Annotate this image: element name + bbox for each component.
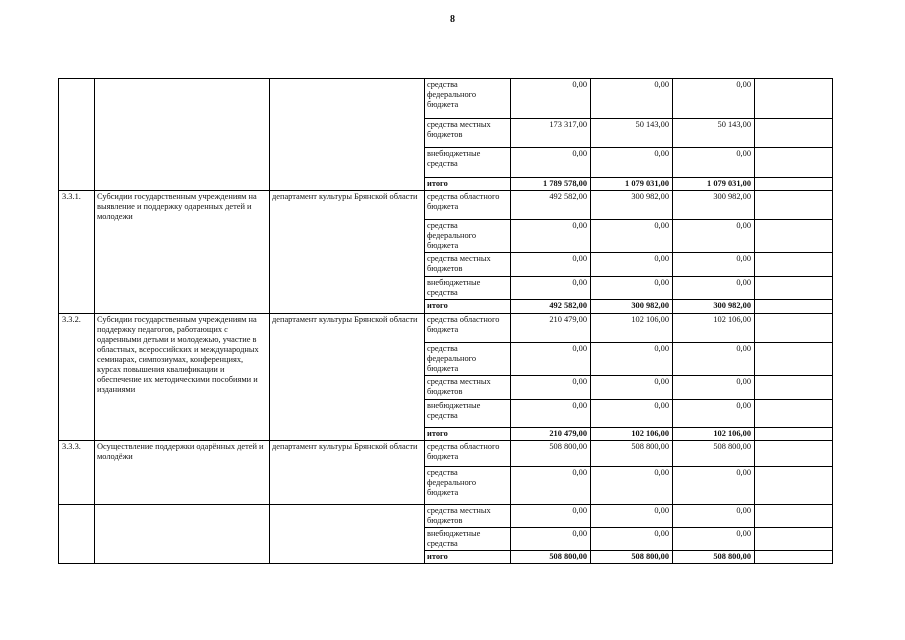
amount-1: 0,00 <box>511 220 591 253</box>
item-executor: департамент культуры Брянской области <box>270 440 425 504</box>
amount-2: 508 800,00 <box>591 440 673 466</box>
amount-1: 0,00 <box>511 148 591 178</box>
funding-source: средства местных бюджетов <box>425 375 511 399</box>
funding-source: средства местных бюджетов <box>425 119 511 148</box>
item-number: 3.3.2. <box>59 313 95 440</box>
total-1: 492 582,00 <box>511 300 591 313</box>
amount-2: 0,00 <box>591 148 673 178</box>
amount-1: 0,00 <box>511 504 591 527</box>
amount-3: 0,00 <box>673 466 755 504</box>
total-3: 1 079 031,00 <box>673 178 755 191</box>
amount-1: 0,00 <box>511 466 591 504</box>
page-number: 8 <box>450 14 455 25</box>
amount-1: 492 582,00 <box>511 191 591 220</box>
funding-source: внебюджетные средства <box>425 277 511 300</box>
table-row <box>59 79 833 119</box>
item-name <box>95 79 270 191</box>
total-label: итого <box>425 551 511 564</box>
funding-source: внебюджетные средства <box>425 399 511 427</box>
amount-2: 0,00 <box>591 504 673 527</box>
table-row <box>59 191 833 220</box>
amount-3: 300 982,00 <box>673 191 755 220</box>
total-label: итого <box>425 300 511 313</box>
amount-2: 102 106,00 <box>591 313 673 342</box>
funding-source: средства местных бюджетов <box>425 253 511 277</box>
total-1: 508 800,00 <box>511 551 591 564</box>
total-label: итого <box>425 427 511 440</box>
funding-source: средства областного бюджета <box>425 191 511 220</box>
empty-cell <box>755 178 833 191</box>
amount-1: 508 800,00 <box>511 440 591 466</box>
item-executor <box>270 79 425 191</box>
amount-1: 0,00 <box>511 399 591 427</box>
amount-3: 0,00 <box>673 342 755 375</box>
amount-2: 0,00 <box>591 528 673 551</box>
funding-source: средства областного бюджета <box>425 440 511 466</box>
item-name: Субсидии государственным учреждениям на выявление и поддержку одаренных детей и молодежи <box>95 191 270 313</box>
amount-2: 0,00 <box>591 466 673 504</box>
amount-3: 0,00 <box>673 399 755 427</box>
total-2: 508 800,00 <box>591 551 673 564</box>
total-2: 300 982,00 <box>591 300 673 313</box>
amount-2: 0,00 <box>591 220 673 253</box>
amount-3: 0,00 <box>673 79 755 119</box>
empty-cell <box>755 220 833 253</box>
budget-table <box>58 78 833 564</box>
amount-2: 0,00 <box>591 342 673 375</box>
amount-3: 0,00 <box>673 220 755 253</box>
funding-source: внебюджетные средства <box>425 528 511 551</box>
empty-cell <box>755 148 833 178</box>
empty-cell <box>755 191 833 220</box>
amount-3: 0,00 <box>673 253 755 277</box>
empty-cell <box>755 300 833 313</box>
total-1: 1 789 578,00 <box>511 178 591 191</box>
amount-2: 0,00 <box>591 79 673 119</box>
item-name: Осуществление поддержки одарённых детей и молодёжи <box>95 440 270 504</box>
empty-cell <box>755 277 833 300</box>
amount-3: 0,00 <box>673 148 755 178</box>
empty-cell <box>755 427 833 440</box>
amount-3: 508 800,00 <box>673 440 755 466</box>
amount-3: 0,00 <box>673 528 755 551</box>
funding-source: средства местных бюджетов <box>425 504 511 527</box>
total-3: 508 800,00 <box>673 551 755 564</box>
funding-source: средства федерального бюджета <box>425 220 511 253</box>
item-executor: департамент культуры Брянской области <box>270 313 425 440</box>
total-2: 102 106,00 <box>591 427 673 440</box>
amount-2: 0,00 <box>591 375 673 399</box>
empty-cell <box>59 504 95 563</box>
funding-source: средства федерального бюджета <box>425 79 511 119</box>
total-1: 210 479,00 <box>511 427 591 440</box>
amount-1: 210 479,00 <box>511 313 591 342</box>
empty-cell <box>755 551 833 564</box>
item-executor: департамент культуры Брянской области <box>270 191 425 313</box>
funding-source: средства федерального бюджета <box>425 466 511 504</box>
empty-cell <box>755 342 833 375</box>
funding-source: средства областного бюджета <box>425 313 511 342</box>
amount-1: 0,00 <box>511 79 591 119</box>
table-row <box>59 504 833 527</box>
amount-2: 300 982,00 <box>591 191 673 220</box>
empty-cell <box>95 504 270 563</box>
empty-cell <box>755 399 833 427</box>
amount-3: 50 143,00 <box>673 119 755 148</box>
item-name: Субсидии государственным учреждениям на поддержку педагогов, работающих с одаренными детьми и молодежью, участие в областных, всероссийских и международных семинарах, симпозиумах, конференциях, курсах повышения квалификации и обеспечение их методическими пособиями и изданиями <box>95 313 270 440</box>
item-number: 3.3.3. <box>59 440 95 504</box>
amount-2: 0,00 <box>591 399 673 427</box>
funding-source: внебюджетные средства <box>425 148 511 178</box>
total-3: 102 106,00 <box>673 427 755 440</box>
item-number: 3.3.1. <box>59 191 95 313</box>
empty-cell <box>755 528 833 551</box>
amount-2: 50 143,00 <box>591 119 673 148</box>
amount-3: 102 106,00 <box>673 313 755 342</box>
total-3: 300 982,00 <box>673 300 755 313</box>
amount-3: 0,00 <box>673 277 755 300</box>
item-number <box>59 79 95 191</box>
total-2: 1 079 031,00 <box>591 178 673 191</box>
empty-cell <box>755 375 833 399</box>
empty-cell <box>755 466 833 504</box>
funding-source: средства федерального бюджета <box>425 342 511 375</box>
empty-cell <box>270 504 425 563</box>
amount-2: 0,00 <box>591 253 673 277</box>
empty-cell <box>755 440 833 466</box>
table-row <box>59 440 833 466</box>
table-row <box>59 313 833 342</box>
amount-1: 0,00 <box>511 528 591 551</box>
amount-3: 0,00 <box>673 504 755 527</box>
amount-1: 0,00 <box>511 277 591 300</box>
empty-cell <box>755 253 833 277</box>
amount-1: 0,00 <box>511 253 591 277</box>
amount-1: 0,00 <box>511 342 591 375</box>
amount-2: 0,00 <box>591 277 673 300</box>
empty-cell <box>755 119 833 148</box>
amount-3: 0,00 <box>673 375 755 399</box>
empty-cell <box>755 504 833 527</box>
amount-1: 173 317,00 <box>511 119 591 148</box>
amount-1: 0,00 <box>511 375 591 399</box>
empty-cell <box>755 313 833 342</box>
total-label: итого <box>425 178 511 191</box>
empty-cell <box>755 79 833 119</box>
